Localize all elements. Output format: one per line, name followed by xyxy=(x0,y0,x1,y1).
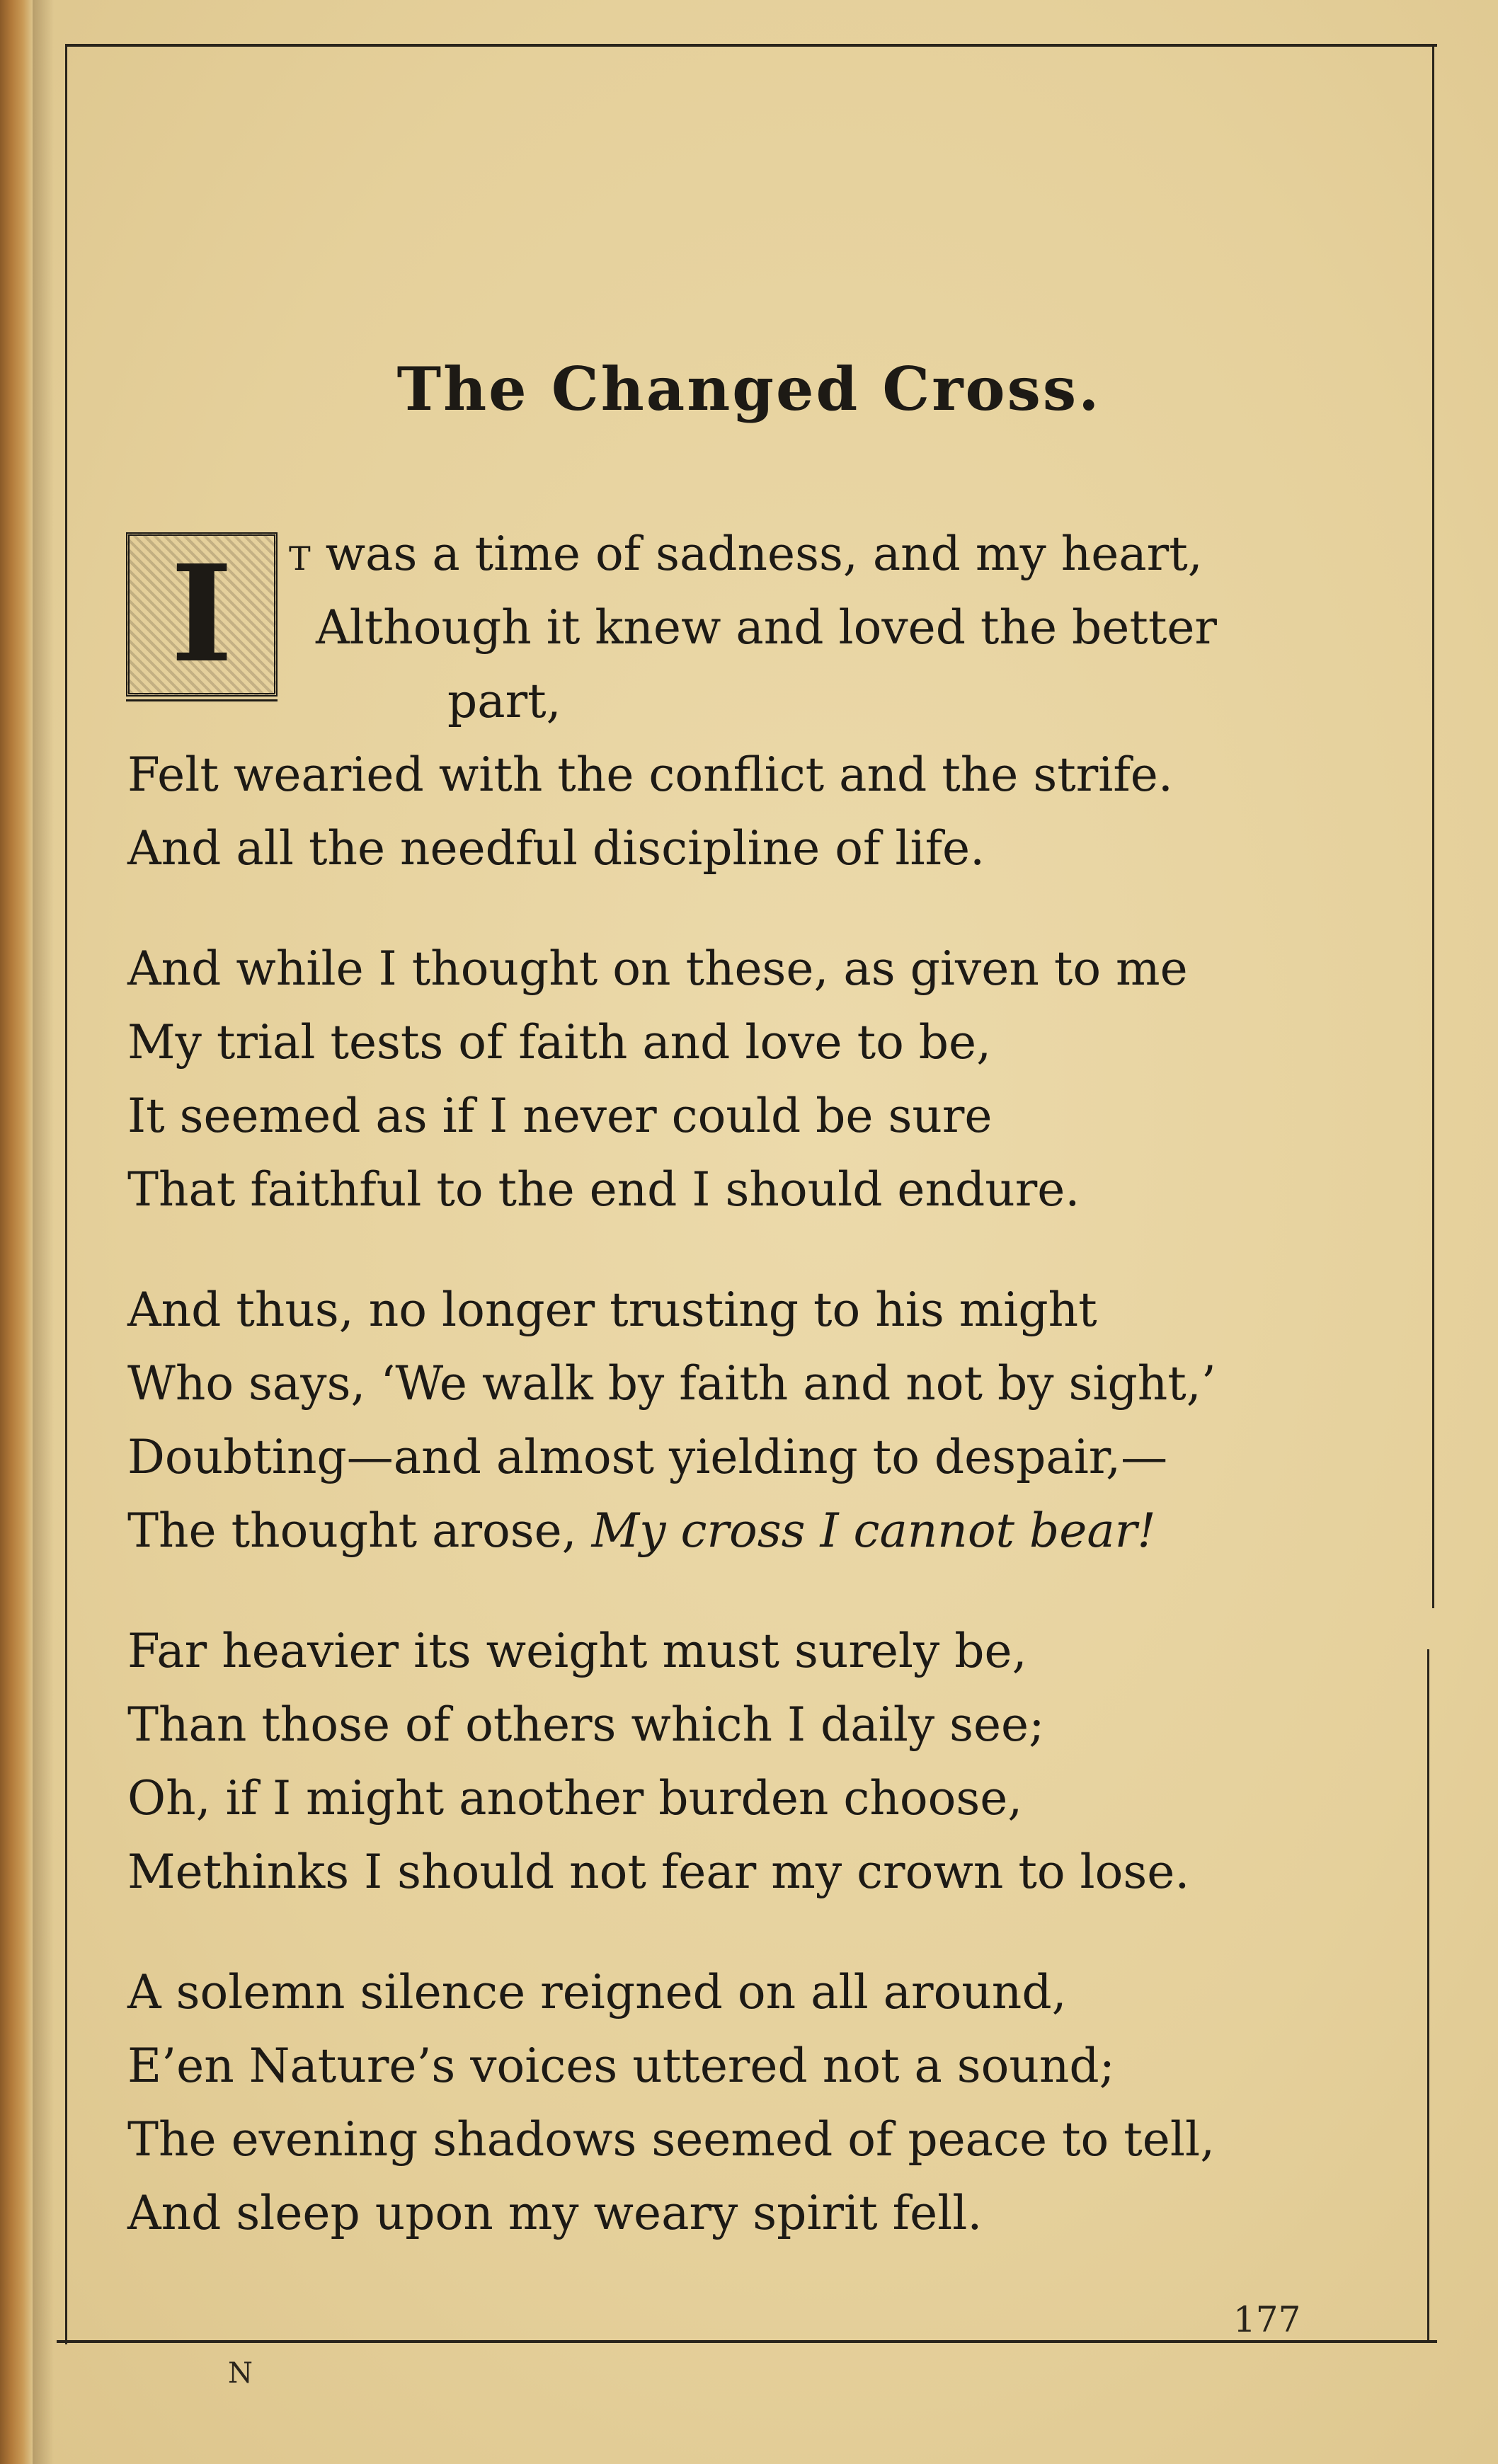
frame-rule-right-lower xyxy=(1427,1649,1429,2343)
poem-line: My trial tests of faith and love to be, xyxy=(127,1015,992,1070)
poem-line: It seemed as if I never could be sure xyxy=(127,1089,993,1143)
printer-signature-mark: N xyxy=(228,2357,253,2390)
poem-line xyxy=(289,527,1203,581)
poem-line: Oh, if I might another burden choose, xyxy=(127,1771,1023,1826)
poem-line: part, xyxy=(447,674,561,728)
poem-line: Methinks I should not fear my crown to lose. xyxy=(127,1845,1190,1899)
drop-cap-ornament xyxy=(126,532,278,697)
frame-rule-top xyxy=(65,44,1437,47)
poem-line: Than those of others which I daily see; xyxy=(127,1697,1045,1752)
poem-line: The evening shadows seemed of peace to tell, xyxy=(127,2112,1216,2167)
first-word-small-caps: t xyxy=(289,527,311,581)
poem-line: And sleep upon my weary spirit fell. xyxy=(127,2186,983,2240)
page-number: 177 xyxy=(1233,2299,1301,2340)
line-text: The thought arose, xyxy=(127,1503,592,1558)
poem-line xyxy=(127,1503,1156,1558)
poem-line: Far heavier its weight must surely be, xyxy=(127,1624,1027,1678)
poem-line: Although it knew and loved the better xyxy=(316,600,1217,655)
poem-line: Felt wearied with the conflict and the strife. xyxy=(127,747,1173,802)
poem-line: And all the needful discipline of life. xyxy=(127,821,985,876)
poem-line: And thus, no longer trusting to his might xyxy=(127,1283,1097,1337)
poem-line: And while I thought on these, as given to me xyxy=(127,941,1188,996)
poem-line: E’en Nature’s voices uttered not a sound; xyxy=(127,2039,1115,2093)
poem-line: Doubting—and almost yielding to despair,— xyxy=(127,1430,1168,1484)
poem-line: That faithful to the end I should endure. xyxy=(127,1162,1080,1217)
drop-cap-underline xyxy=(126,699,278,701)
poem-line: Who says, ‘We walk by faith and not by sight,’ xyxy=(127,1356,1216,1411)
frame-rule-right xyxy=(1432,44,1434,1608)
poem-title: The Changed Cross. xyxy=(396,354,1102,424)
italic-emphasis: My cross I cannot bear! xyxy=(591,1503,1156,1558)
frame-rule-bottom xyxy=(57,2340,1437,2343)
line-text: was a time of sadness, and my heart, xyxy=(310,527,1203,581)
poem-line: A solemn silence reigned on all around, xyxy=(127,1965,1067,2019)
drop-cap-letter: I xyxy=(171,536,233,692)
